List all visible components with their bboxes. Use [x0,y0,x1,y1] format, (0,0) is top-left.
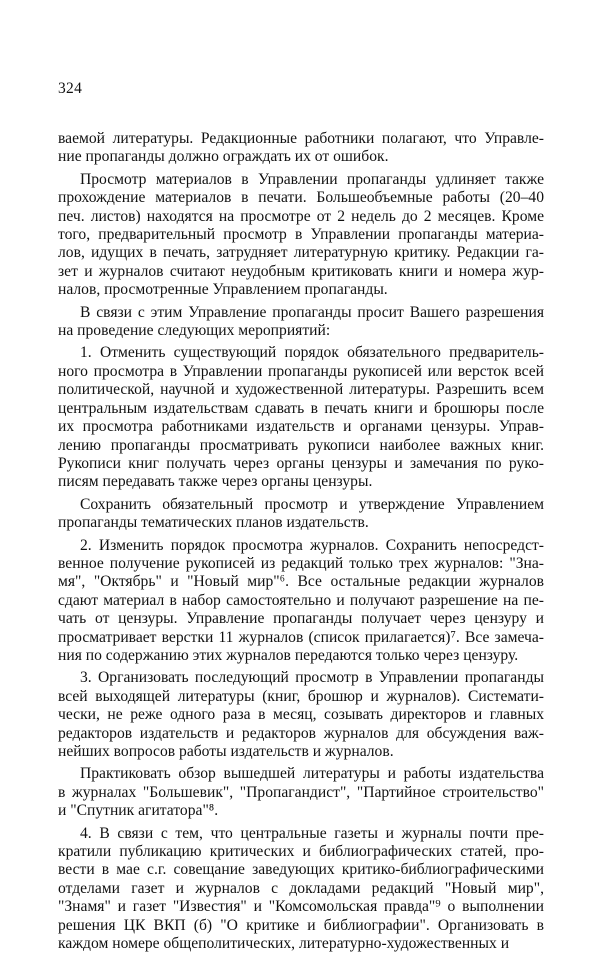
text-line: того, предварительный просмотр в Управлении пропаганды материа- [58,226,544,244]
text-line: печ. листов) находятся на просмотре от 2 недель до 2 месяцев. Кроме [58,207,544,225]
text-line: политической, научной и художественной литературы. Разрешить всем [58,381,544,399]
text-line: "Знамя" и газет "Известия" и "Комсомольская правда"⁹ о выполнении [58,898,544,916]
paragraph [58,130,544,167]
paragraph [58,825,544,953]
text-line: редакторов издательств и редакторов журналов для обсуждения важ- [58,724,544,742]
text-line: в журналах "Большевик", "Пропагандист", "Партийное строительство" [58,783,544,801]
paragraph [58,537,544,666]
page-number: 324 [58,80,83,97]
text-line: кратили публикацию критических и библиографических статей, про- [58,843,544,861]
text-line: нейших вопросов работы издательств и журналов. [58,743,394,760]
text-line: на проведение следующих мероприятий: [58,322,331,340]
text-line: центральным издательствам сдавать в печать книги и брошюры после [58,399,544,417]
text-line: лов, идущих в печать, затрудняет литературную критику. Редакции га- [58,244,544,262]
paragraph [58,304,544,341]
text-line: 3. Организовать последующий просмотр в Управлении пропаганды [80,669,544,687]
paragraph [58,669,544,761]
text-line: ния по содержанию этих журналов передаются только через цензуру. [58,646,519,664]
text-line: каждом номере общеполитических, литературно-художественных и [58,935,510,953]
paragraph [58,171,544,300]
text-line: ного просмотра в Управлении пропаганды рукописей или версток всей [58,362,544,380]
text-line: мя", "Октябрь" и "Новый мир"⁶. Все остальные редакции журналов [58,573,544,591]
text-line: ние пропаганды должно ограждать их от ошибок. [58,148,389,166]
text-line: 1. Отменить существующий порядок обязательного предваритель- [80,344,544,362]
text-line: Рукописи книг получать через органы цензуры и замечания по руко- [58,454,544,472]
paragraph [58,344,544,491]
text-line: венное получение рукописей из редакций только трех журналов: "Зна- [58,554,544,572]
text-line: их просмотра работниками издательств и органами цензуры. Управ- [58,418,544,436]
paragraph [58,496,544,533]
text-line: чески, не реже одного раза в месяц, созывать директоров и главных [58,706,544,724]
text-line: просматривает верстки 11 журналов (список прилагается)⁷. Все замеча- [58,628,544,646]
text-line: В связи с этим Управление пропаганды просит Вашего разрешения [80,303,544,321]
text-line: всей выходящей литературы (книг, брошюр и журналов). Системати- [58,687,544,705]
text-line: Просмотр материалов в Управлении пропаганды удлиняет также [80,170,544,188]
text-line: 4. В связи с тем, что центральные газеты и журналы почти пре- [80,824,544,842]
text-line: отделами газет и журналов с докладами редакций "Новый мир", [58,879,544,897]
text-line: зет и журналов считают неудобным критиковать книги и номера жур- [58,262,544,280]
text-line: сдают материал в набор самостоятельно и получают разрешение на пе- [58,591,544,609]
text-line: пропаганды тематических планов издательств. [58,514,369,532]
paragraph [58,765,544,820]
text-line: Практиковать обзор вышедшей литературы и работы издательства [80,765,544,783]
text-line: решения ЦК ВКП (б) "О критике и библиографии". Организовать в [58,916,544,934]
text-line: и "Спутник агитатора"⁸. [58,802,219,820]
text-line: 2. Изменить порядок просмотра журналов. Сохранить непосредст- [80,536,544,554]
text-line: вести в мае с.г. совещание заведующих критико-библиографическими [58,861,544,879]
text-line: прохождение материалов в печати. Большеобъемные работы (20–40 [58,189,544,207]
text-body [58,130,544,953]
text-line: лению пропаганды просматривать рукописи наиболее важных книг. [58,436,544,454]
text-line: Сохранить обязательный просмотр и утверждение Управлением [80,495,544,513]
text-line: писям передавать также через органы цензуры. [58,473,373,491]
text-line: ваемой литературы. Редакционные работники полагают, что Управле- [58,130,544,147]
text-line: налов, просмотренные Управлением пропаганды. [58,281,388,299]
text-line: чать от цензуры. Управление пропаганды получает через цензуру и [58,610,544,628]
